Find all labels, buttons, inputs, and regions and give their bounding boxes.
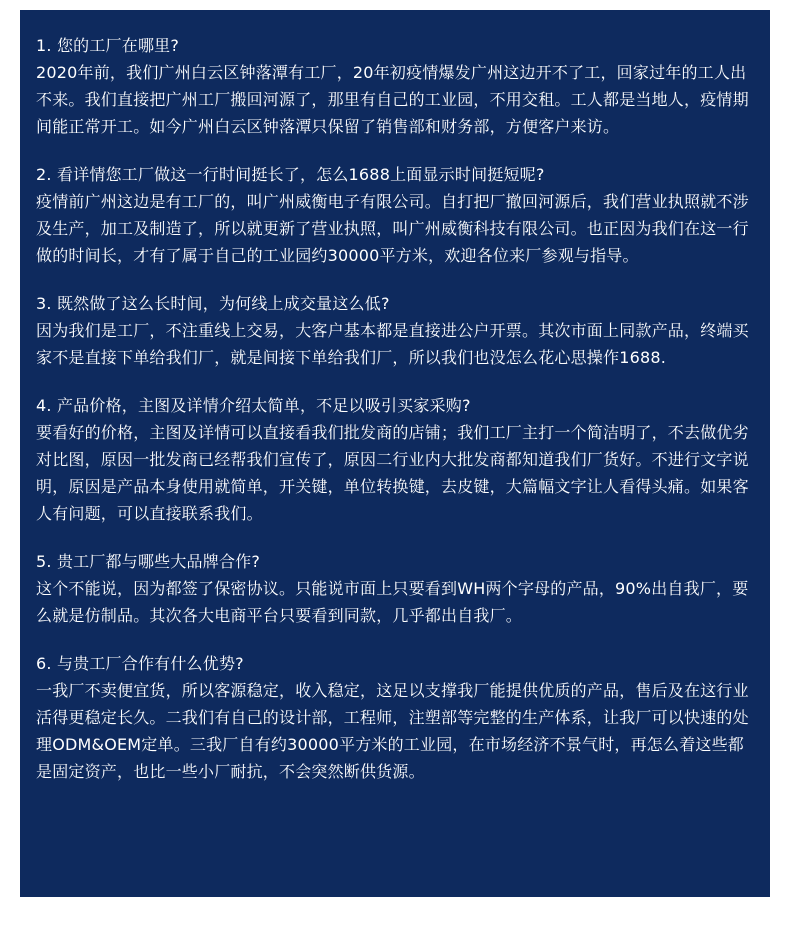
faq-item-5: [36, 548, 754, 629]
faq-question: 1. 您的工厂在哪里?: [36, 36, 180, 55]
faq-item-6: [36, 650, 754, 785]
faq-question: 4. 产品价格，主图及详情介绍太简单，不足以吸引买家采购?: [36, 396, 471, 415]
faq-answer: 因为我们是工厂，不注重线上交易，大客户基本都是直接进公户开票。其次市面上同款产品，终端买家不是直接下单给我们厂，就是间接下单给我们厂，所以我们也没怎么花心思操作1688.: [36, 321, 749, 367]
faq-panel: [20, 10, 770, 897]
faq-answer: 疫情前广州这边是有工厂的，叫广州威衡电子有限公司。自打把厂撤回河源后，我们营业执照就不涉及生产，加工及制造了，所以就更新了营业执照，叫广州威衡科技有限公司。也正因为我们在这一行做的时间长，才有了属于自己的工业园约30000平方米，欢迎各位来厂参观与指导。: [36, 192, 749, 265]
faq-item-4: [36, 392, 754, 527]
faq-question: 6. 与贵工厂合作有什么优势?: [36, 654, 244, 673]
faq-question: 3. 既然做了这么长时间，为何线上成交量这么低?: [36, 294, 390, 313]
faq-question: 2. 看详情您工厂做这一行时间挺长了，怎么1688上面显示时间挺短呢?: [36, 165, 545, 184]
faq-item-3: [36, 290, 754, 371]
faq-answer: 一我厂不卖便宜货，所以客源稳定，收入稳定，这足以支撑我厂能提供优质的产品，售后及在这行业活得更稳定长久。二我们有自己的设计部，工程师，注塑部等完整的生产体系，让我厂可以快速的处理ODM&OEM定单。三我厂自有约30000平方米的工业园，在市场经济不景气时，再怎么着这些都是固定资产，也比一些小厂耐抗，不会突然断供货源。: [36, 681, 749, 781]
faq-answer: 2020年前，我们广州白云区钟落潭有工厂，20年初疫情爆发广州这边开不了工，回家过年的工人出不来。我们直接把广州工厂搬回河源了，那里有自己的工业园，不用交租。工人都是当地人，疫情期间能正常开工。如今广州白云区钟落潭只保留了销售部和财务部，方便客户来访。: [36, 63, 749, 136]
faq-item-2: [36, 161, 754, 269]
faq-item-1: [36, 32, 754, 140]
faq-answer: 这个不能说，因为都签了保密协议。只能说市面上只要看到WH两个字母的产品，90%出自我厂，要么就是仿制品。其次各大电商平台只要看到同款，几乎都出自我厂。: [36, 579, 749, 625]
faq-question: 5. 贵工厂都与哪些大品牌合作?: [36, 552, 261, 571]
faq-answer: 要看好的价格，主图及详情可以直接看我们批发商的店铺；我们工厂主打一个简洁明了，不去做优劣对比图，原因一批发商已经帮我们宣传了，原因二行业内大批发商都知道我们厂货好。不进行文字说明，原因是产品本身使用就简单，开关键，单位转换键，去皮键，大篇幅文字让人看得头痛。如果客人有问题，可以直接联系我们。: [36, 423, 749, 523]
